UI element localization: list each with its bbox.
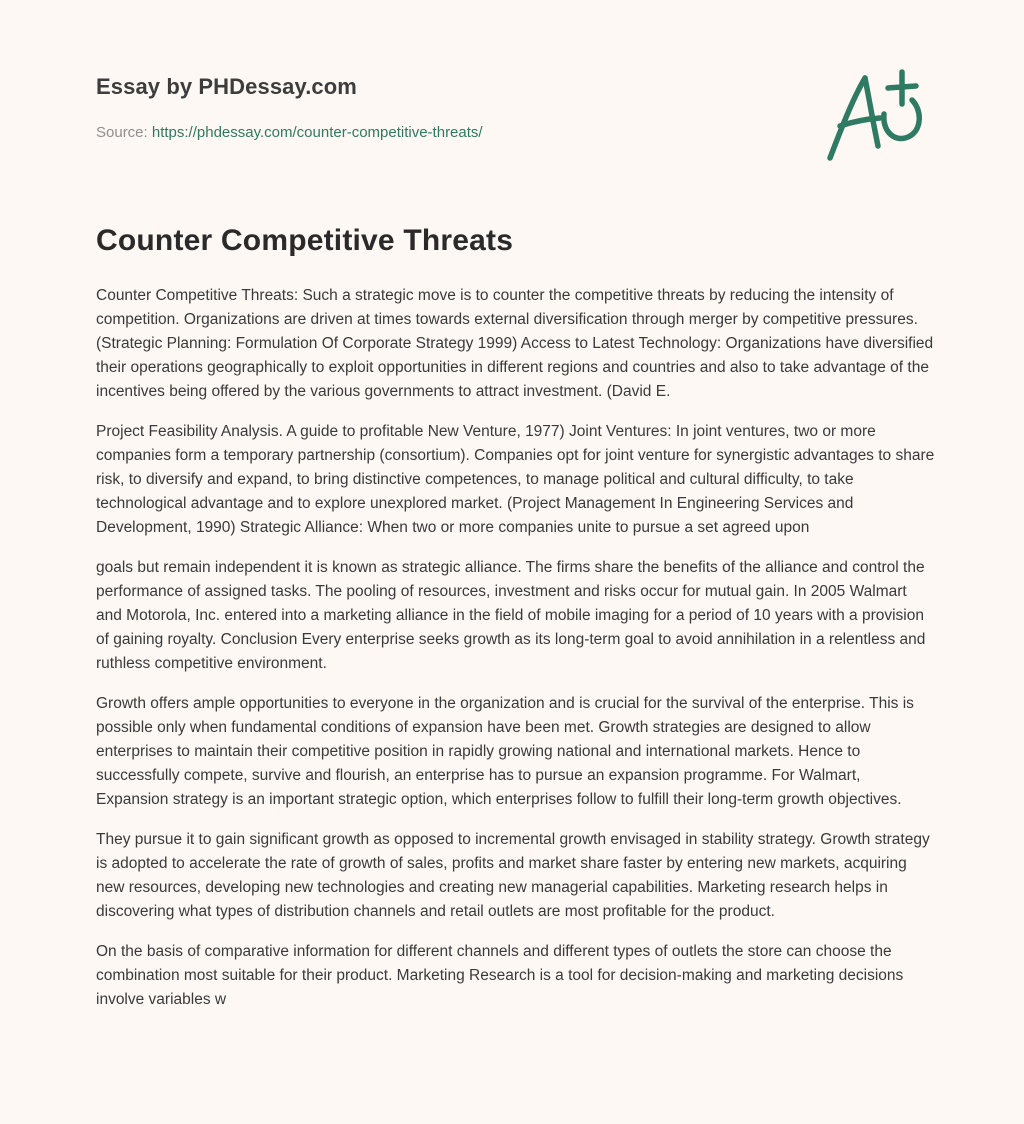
- essay-title: Counter Competitive Threats: [96, 224, 514, 257]
- essay-paragraph: On the basis of comparative information for different channels and different types of outlets the store can choose the combination most suitable for their product. Marketing Research is a tool for decision-making and marketing decisions involve variables w: [96, 943, 904, 1008]
- essay-paragraph: goals but remain independent it is known as strategic alliance. The firms share the benefits of the alliance and control the performance of assigned tasks. The pooling of resources, investment and risks occur for mutual gain. In 2005 Walmart and Motorola, Inc. entered into a marketing alliance in the field of mobile imaging for a period of 10 years with a provision of gaining royalty. Conclusion Every enterprise seeks growth as its long-term goal to avoid annihilation in a relentless and ruthless competitive environment.: [96, 559, 926, 672]
- source-label: Source:: [96, 124, 152, 141]
- essay-paragraph: Counter Competitive Threats: Such a strategic move is to counter the competitive threats by reducing the intensity of competition. Organizations are driven at times towards external diversification through merger by competitive pressures. (Strategic Planning: Formulation Of Corporate Strategy 1999) Access to Latest Technology: Organizations have diversified their operations geographically to exploit opportunities in different regions and countries and also to take advantage of the incentives being offered by the various governments to attract investment. (David E.: [96, 287, 934, 400]
- essay-paragraph: They pursue it to gain significant growth as opposed to incremental growth envisaged in stability strategy. Growth strategy is adopted to accelerate the rate of growth of sales, profits and market share faster by entering new markets, acquiring new resources, developing new technologies and creating new managerial capabilities. Marketing research helps in discovering what types of distribution channels and retail outlets are most profitable for the product.: [96, 831, 930, 920]
- site-title: Essay by PHDessay.com: [96, 74, 357, 99]
- source-link[interactable]: https://phdessay.com/counter-competitive-threats/: [151, 124, 483, 141]
- essay-paragraph: Project Feasibility Analysis. A guide to profitable New Venture, 1977) Joint Ventures: In joint ventures, two or more companies form a temporary partnership (consortium). Companies opt for joint venture for synergistic advantages to share risk, to diversify and expand, to bring distinctive competences, to manage political and cultural difficulty, to take technological advantage and to explore unexplored market. (Project Management In Engineering Services and Development, 1990) Strategic Alliance: When two or more companies unite to pursue a set agreed upon: [96, 423, 935, 536]
- source-line: [96, 124, 483, 141]
- essay-paragraph: Growth offers ample opportunities to everyone in the organization and is crucial for the survival of the enterprise. This is possible only when fundamental conditions of expansion have been met. Growth strategies are designed to allow enterprises to maintain their competitive position in rapidly growing national and international markets. Hence to successfully compete, survive and flourish, an enterprise has to pursue an expansion programme. For Walmart, Expansion strategy is an important strategic option, which enterprises follow to fulfill their long-term growth objectives.: [96, 695, 914, 808]
- essay-body: [96, 284, 936, 1028]
- a-plus-grade-icon: [818, 66, 928, 166]
